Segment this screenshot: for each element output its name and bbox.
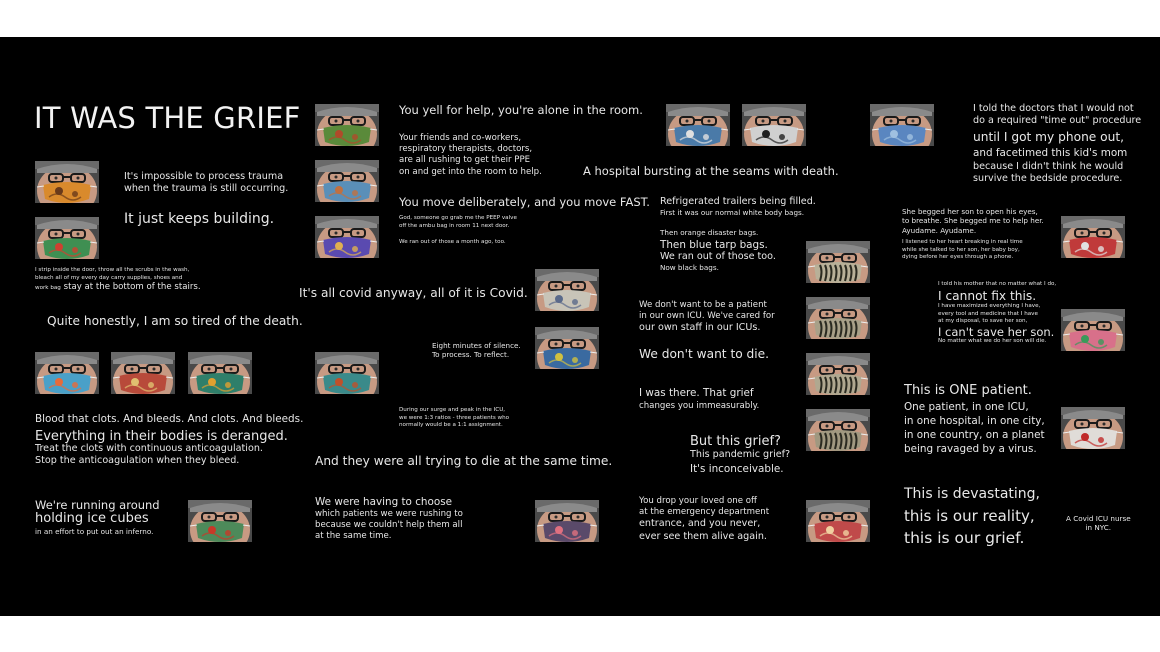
mask-landscape-photo: [315, 160, 379, 202]
quote-text: Quite honestly, I am so tired of the death.: [47, 314, 303, 328]
mask-blue-pattern-photo: [870, 104, 934, 146]
mask-teal-collage-photo: [315, 352, 379, 394]
quote-text: It just keeps building.: [124, 211, 275, 227]
mask-white-pattern-photo: [535, 269, 599, 311]
quote-text: It's all covid anyway, all of it is Covid.: [299, 286, 528, 300]
quote-text: I told the doctors that I would not do a required "time out" procedure: [973, 103, 1142, 127]
quote-text: until I got my phone out,: [973, 130, 1124, 144]
quote-text: Refrigerated trailers being filled.: [660, 196, 816, 207]
mask-red-collage-photo: [1061, 216, 1125, 258]
quote-text: During our surge and peak in the ICU, we were 1:3 ratios - three patients who normally would be a 1:1 assignment.: [399, 407, 510, 429]
quote-text: I told his mother that no matter what I do,: [938, 281, 1057, 287]
quote-text: We ran out of those a month ago, too.: [399, 239, 506, 245]
quote-text: changes you immeasurably.: [639, 401, 760, 411]
quote-text: We were having to choose which patients we were rushing to because we couldn't help them all at the same time.: [315, 496, 463, 542]
page-title: IT WAS THE GRIEF: [34, 101, 301, 135]
mask-purple-text-photo: [315, 216, 379, 258]
quote-text: First it was our normal white body bags.: [660, 208, 805, 217]
quote-text: God, someone go grab me the PEEP valve off the ambu bag in room 11 next door.: [399, 215, 517, 229]
quote-text: This pandemic grief? It's inconceivable.: [690, 449, 791, 475]
quote-text: Treat the clots with continuous anticoagulation. Stop the anticoagulation when they bleed.: [35, 443, 263, 467]
mask-colorful-collage-photo: [35, 352, 99, 394]
quote-text: I cannot fix this.: [938, 289, 1037, 303]
quote-text: One patient, in one ICU, in one hospital, in one city, in one country, on a planet being ravaged by a virus.: [904, 401, 1045, 456]
quote-text: I can't save her son.: [938, 325, 1055, 339]
quote-text: A hospital bursting at the seams with death.: [583, 164, 839, 178]
mask-zebra-4-photo: [806, 409, 870, 451]
attribution-text: A Covid ICU nurse in NYC.: [1066, 514, 1131, 533]
quote-text: And they were all trying to die at the same time.: [315, 454, 613, 468]
quote-text: Then blue tarp bags. We ran out of those too. Now black bags.: [660, 239, 776, 272]
quote-text: I strip inside the door, throw all the scrubs in the wash, bleach all of my every day carry supplies, shoes and work bag stay at the bottom of the stairs.: [35, 267, 201, 293]
mask-green-bird-photo: [35, 217, 99, 259]
quote-text: You drop your loved one off at the emergency department entrance, and you never, ever see them alive again.: [639, 496, 770, 542]
quote-text: Blood that clots. And bleeds. And clots. And bleeds.: [35, 413, 304, 425]
mask-bw-face-photo: [742, 104, 806, 146]
mask-leaf-print-photo: [315, 104, 379, 146]
quote-text: This is devastating, this is our reality, this is our grief.: [904, 486, 1041, 547]
mask-tropical-green-photo: [188, 352, 252, 394]
quote-text: in an effort to put out an inferno.: [35, 527, 154, 536]
quote-text: You move deliberately, and you move FAST.: [399, 195, 650, 209]
quote-text: Your friends and co-workers, respiratory therapists, doctors, are all rushing to get their PPE on and get into the room to help.: [399, 133, 542, 177]
quote-text: This is ONE patient.: [904, 383, 1032, 398]
mask-zebra-2-photo: [806, 297, 870, 339]
quote-text: Then orange disaster bags.: [660, 228, 759, 237]
quote-text: We're running around holding ice cubes: [35, 498, 160, 526]
quote-text: We don't want to be a patient in our own ICU. We've cared for our own staff in our ICUs.: [639, 300, 775, 334]
mask-bird-print-photo: [188, 500, 252, 542]
quote-text: It's impossible to process trauma when the trauma is still occurring.: [124, 171, 289, 195]
mask-blue-collage-photo: [535, 327, 599, 369]
quote-text: You yell for help, you're alone in the room.: [399, 103, 643, 117]
mask-pink-green-photo: [1061, 309, 1125, 351]
mask-blue-print-photo: [666, 104, 730, 146]
mask-red-pattern-photo: [806, 500, 870, 542]
quote-text: No matter what we do her son will die.: [938, 338, 1047, 344]
quote-text: and facetimed this kid's mom because I didn't think he would survive the bedside procedure.: [973, 147, 1128, 184]
mask-orange-floral-photo: [35, 161, 99, 203]
mask-zebra-3-photo: [806, 353, 870, 395]
mask-white-red-photo: [1061, 407, 1125, 449]
quote-text: But this grief?: [690, 434, 781, 449]
quote-text: I was there. That grief: [639, 387, 754, 399]
mask-zebra-1-photo: [806, 241, 870, 283]
mask-red-floral-photo: [111, 352, 175, 394]
quote-text: I have maximized everything I have, every tool and medicine that I have at my disposal, to save her son,: [938, 303, 1041, 325]
mask-floral-black-photo: [535, 500, 599, 542]
quote-text: We don't want to die.: [639, 347, 770, 361]
quote-text: I listened to her heart breaking in real time while she talked to her son, her baby boy, dying before her eyes through a phone.: [902, 239, 1023, 261]
quote-text: She begged her son to open his eyes, to breathe. She begged me to help her. Ayudame. Ayudame.: [902, 207, 1044, 235]
artwork-panel: [0, 37, 1160, 616]
quote-text: Everything in their bodies is deranged.: [35, 429, 288, 444]
quote-text: Eight minutes of silence. To process. To reflect.: [432, 341, 521, 360]
